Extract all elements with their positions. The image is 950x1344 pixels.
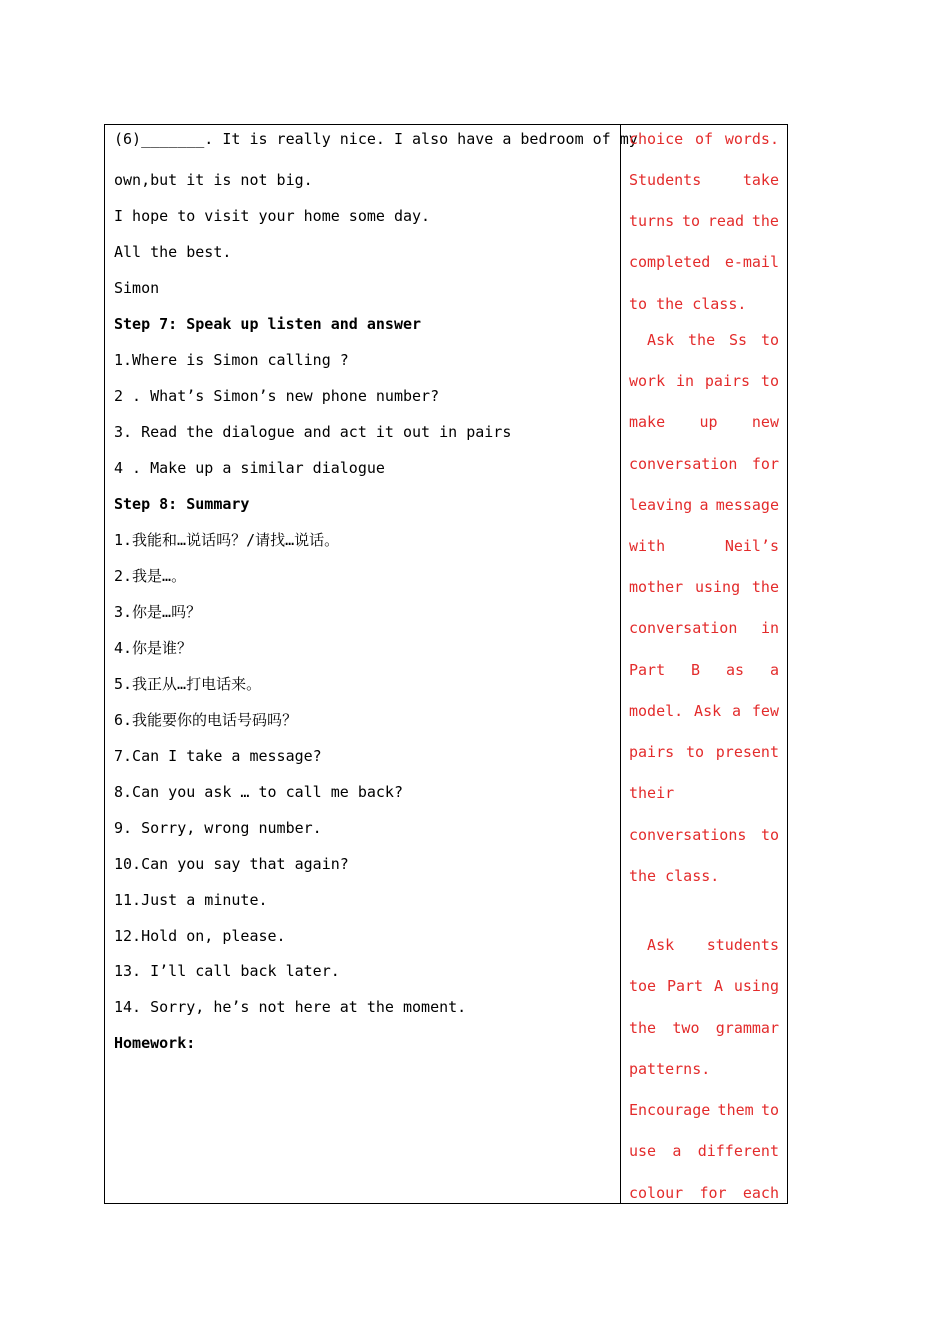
note-line [629,454,779,474]
note-word: grammar [715,1019,779,1037]
note-word: to [760,331,779,349]
note-word: B [691,661,701,679]
note-word: model. [629,702,684,720]
note-line [629,330,779,350]
note-word: conversation [629,619,738,637]
note-line [629,495,779,515]
note-word: with [629,537,666,555]
text-line: 3. Read the dialogue and act it out in pairs [114,423,512,441]
text-line: 4.你是谁？ [114,639,193,657]
note-word: up [699,413,718,431]
text-line: 11.Just a minute. [114,891,268,909]
note-line [629,294,779,314]
note-word: their [629,784,675,802]
column-divider [620,125,621,1203]
note-word: the [751,578,779,596]
note-word: conversation [629,455,738,473]
note-word: to [760,1101,779,1119]
note-word: turns [629,212,675,230]
text-line: 7.Can I take a message? [114,747,322,765]
note-word: toe [629,977,657,995]
note-word: few [751,702,779,720]
note-word: to [760,372,779,390]
note-word: choice [629,130,684,148]
note-word: to [760,826,779,844]
note-word: to [685,743,704,761]
note-line [629,701,779,721]
note-word: a [769,661,779,679]
text-line: 2 . What’s Simon’s new phone number? [114,387,440,405]
note-line [629,1100,779,1120]
text-line: All the best. [114,243,232,261]
note-word: A [713,977,723,995]
text-line: 14. Sorry, he’s not here at the moment. [114,998,467,1016]
note-word: use [629,1142,657,1160]
text-line: 2.我是…。 [114,567,187,585]
note-word: Students [629,171,702,189]
text-line: Simon [114,279,160,297]
note-word: a [672,1142,682,1160]
note-line [629,412,779,432]
note-line [629,1141,779,1161]
note-word: conversations [629,826,747,844]
note-word: the [688,331,716,349]
note-word: a [732,702,742,720]
note-line [629,825,779,845]
text-line: 1.我能和…说话吗？/请找…说话。 [114,531,340,549]
note-word: different [697,1142,779,1160]
note-word: as [725,661,745,679]
note-word: for [699,1184,727,1202]
note-word: in [675,372,695,390]
note-word: pairs [704,372,751,390]
note-line [629,211,779,231]
section-heading: Step 7: Speak up listen and answer [114,315,422,333]
note-line [629,742,779,762]
text-line: I hope to visit your home some day. [114,207,431,225]
text-line: 13. I’ll call back later. [114,962,340,980]
note-word: Ask [694,702,722,720]
note-line [629,1059,779,1079]
note-word: Neil’s [724,537,779,555]
note-word: to the class. [629,295,747,313]
note-line [629,371,779,391]
note-word: Ss [729,331,748,349]
note-line [629,618,779,638]
note-line [629,170,779,190]
note-word: make [629,413,666,431]
note-word: message [715,496,779,514]
note-line [629,252,779,272]
note-word: each [742,1184,779,1202]
note-line [629,577,779,597]
text-line: 3.你是…吗？ [114,603,202,621]
note-word: patterns. [629,1060,711,1078]
text-line: 1.Where is Simon calling ? [114,351,349,369]
lesson-table [104,124,788,1204]
note-line [629,1183,779,1203]
note-word: two [672,1019,700,1037]
note-line [629,129,779,149]
note-word: for [751,455,779,473]
note-line [629,976,779,996]
note-word: in [760,619,779,637]
note-word: e-mail [724,253,779,271]
note-word: Part [629,661,666,679]
text-line: 12.Hold on, please. [114,927,286,945]
note-word: leaving [629,496,693,514]
text-line: 9. Sorry, wrong number. [114,819,322,837]
note-word: Ask [629,331,675,349]
note-word: present [715,743,779,761]
note-line [629,935,779,955]
note-word: completed [629,253,711,271]
note-word: work [629,372,666,390]
note-word: using [694,578,741,596]
note-word: a [699,496,709,514]
note-word: read [707,212,745,230]
note-word: of [694,130,714,148]
text-line: 5.我正从…打电话来。 [114,675,262,693]
note-line [629,866,779,886]
note-line [629,1018,779,1038]
note-line [629,783,779,803]
note-word: pairs [629,743,675,761]
text-line: 10.Can you say that again? [114,855,349,873]
note-word: the [629,1019,657,1037]
text-line: 8.Can you ask … to call me back? [114,783,403,801]
note-word: the class. [629,867,720,885]
note-word: Ask [629,936,675,954]
section-heading: Step 8: Summary [114,495,250,513]
note-word: Encourage [629,1101,711,1119]
text-line: own,but it is not big. [114,171,313,189]
note-word: them [717,1101,754,1119]
text-line: 6.我能要你的电话号码吗？ [114,711,298,729]
note-word: using [733,977,779,995]
note-word: new [751,413,779,431]
note-word: students [706,936,779,954]
note-word: colour [629,1184,684,1202]
section-heading: Homework: [114,1034,196,1052]
text-line: (6)_______. It is really nice. I also have a bedroom of my [114,130,638,148]
note-line [629,660,779,680]
text-line: 4 . Make up a similar dialogue [114,459,385,477]
note-word: Part [666,977,704,995]
note-word: words. [724,130,779,148]
note-word: mother [629,578,684,596]
note-word: the [751,212,779,230]
note-line [629,536,779,556]
note-word: to [682,212,701,230]
note-word: take [742,171,779,189]
